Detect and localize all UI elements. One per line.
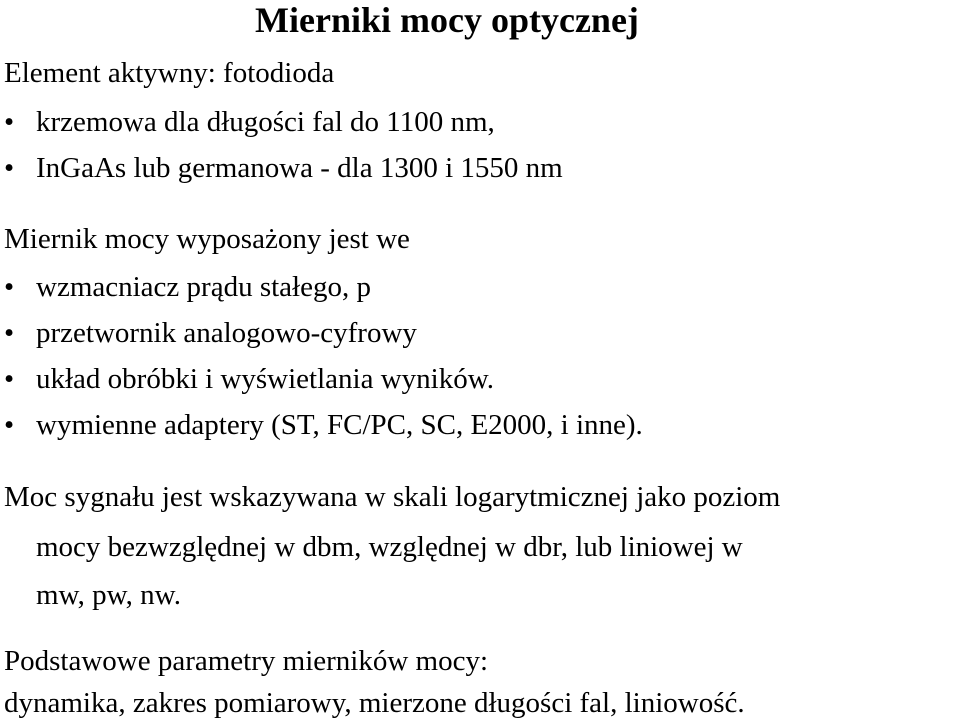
bullet-icon: • <box>4 152 15 184</box>
list-item: wzmacniacz prądu stałego, p <box>36 271 371 303</box>
bullet-icon: • <box>4 271 15 303</box>
list-item: krzemowa dla długości fal do 1100 nm, <box>36 106 495 138</box>
bullet-icon: • <box>4 409 15 441</box>
section1-heading: Element aktywny: fotodioda <box>4 57 335 89</box>
list-item: wymienne adaptery (ST, FC/PC, SC, E2000, i inne). <box>36 409 643 441</box>
bullet-icon: • <box>4 363 15 395</box>
section3-line3: mw, pw, nw. <box>36 579 181 611</box>
section3-line2: mocy bezwzględnej w dbm, względnej w dbr, lub liniowej w <box>36 531 743 563</box>
section2-heading: Miernik mocy wyposażony jest we <box>4 223 410 255</box>
section3-line1: Moc sygnału jest wskazywana w skali logarytmicznej jako poziom <box>4 481 781 513</box>
list-item: układ obróbki i wyświetlania wyników. <box>36 363 495 395</box>
section4-line2: dynamika, zakres pomiarowy, mierzone długości fal, liniowość. <box>4 687 745 719</box>
list-item: przetwornik analogowo-cyfrowy <box>36 317 417 349</box>
page-title: Mierniki mocy optycznej <box>255 0 639 40</box>
bullet-icon: • <box>4 106 15 138</box>
list-item: InGaAs lub germanowa - dla 1300 i 1550 nm <box>36 152 563 184</box>
section4-line1: Podstawowe parametry mierników mocy: <box>4 645 489 677</box>
bullet-icon: • <box>4 317 15 349</box>
